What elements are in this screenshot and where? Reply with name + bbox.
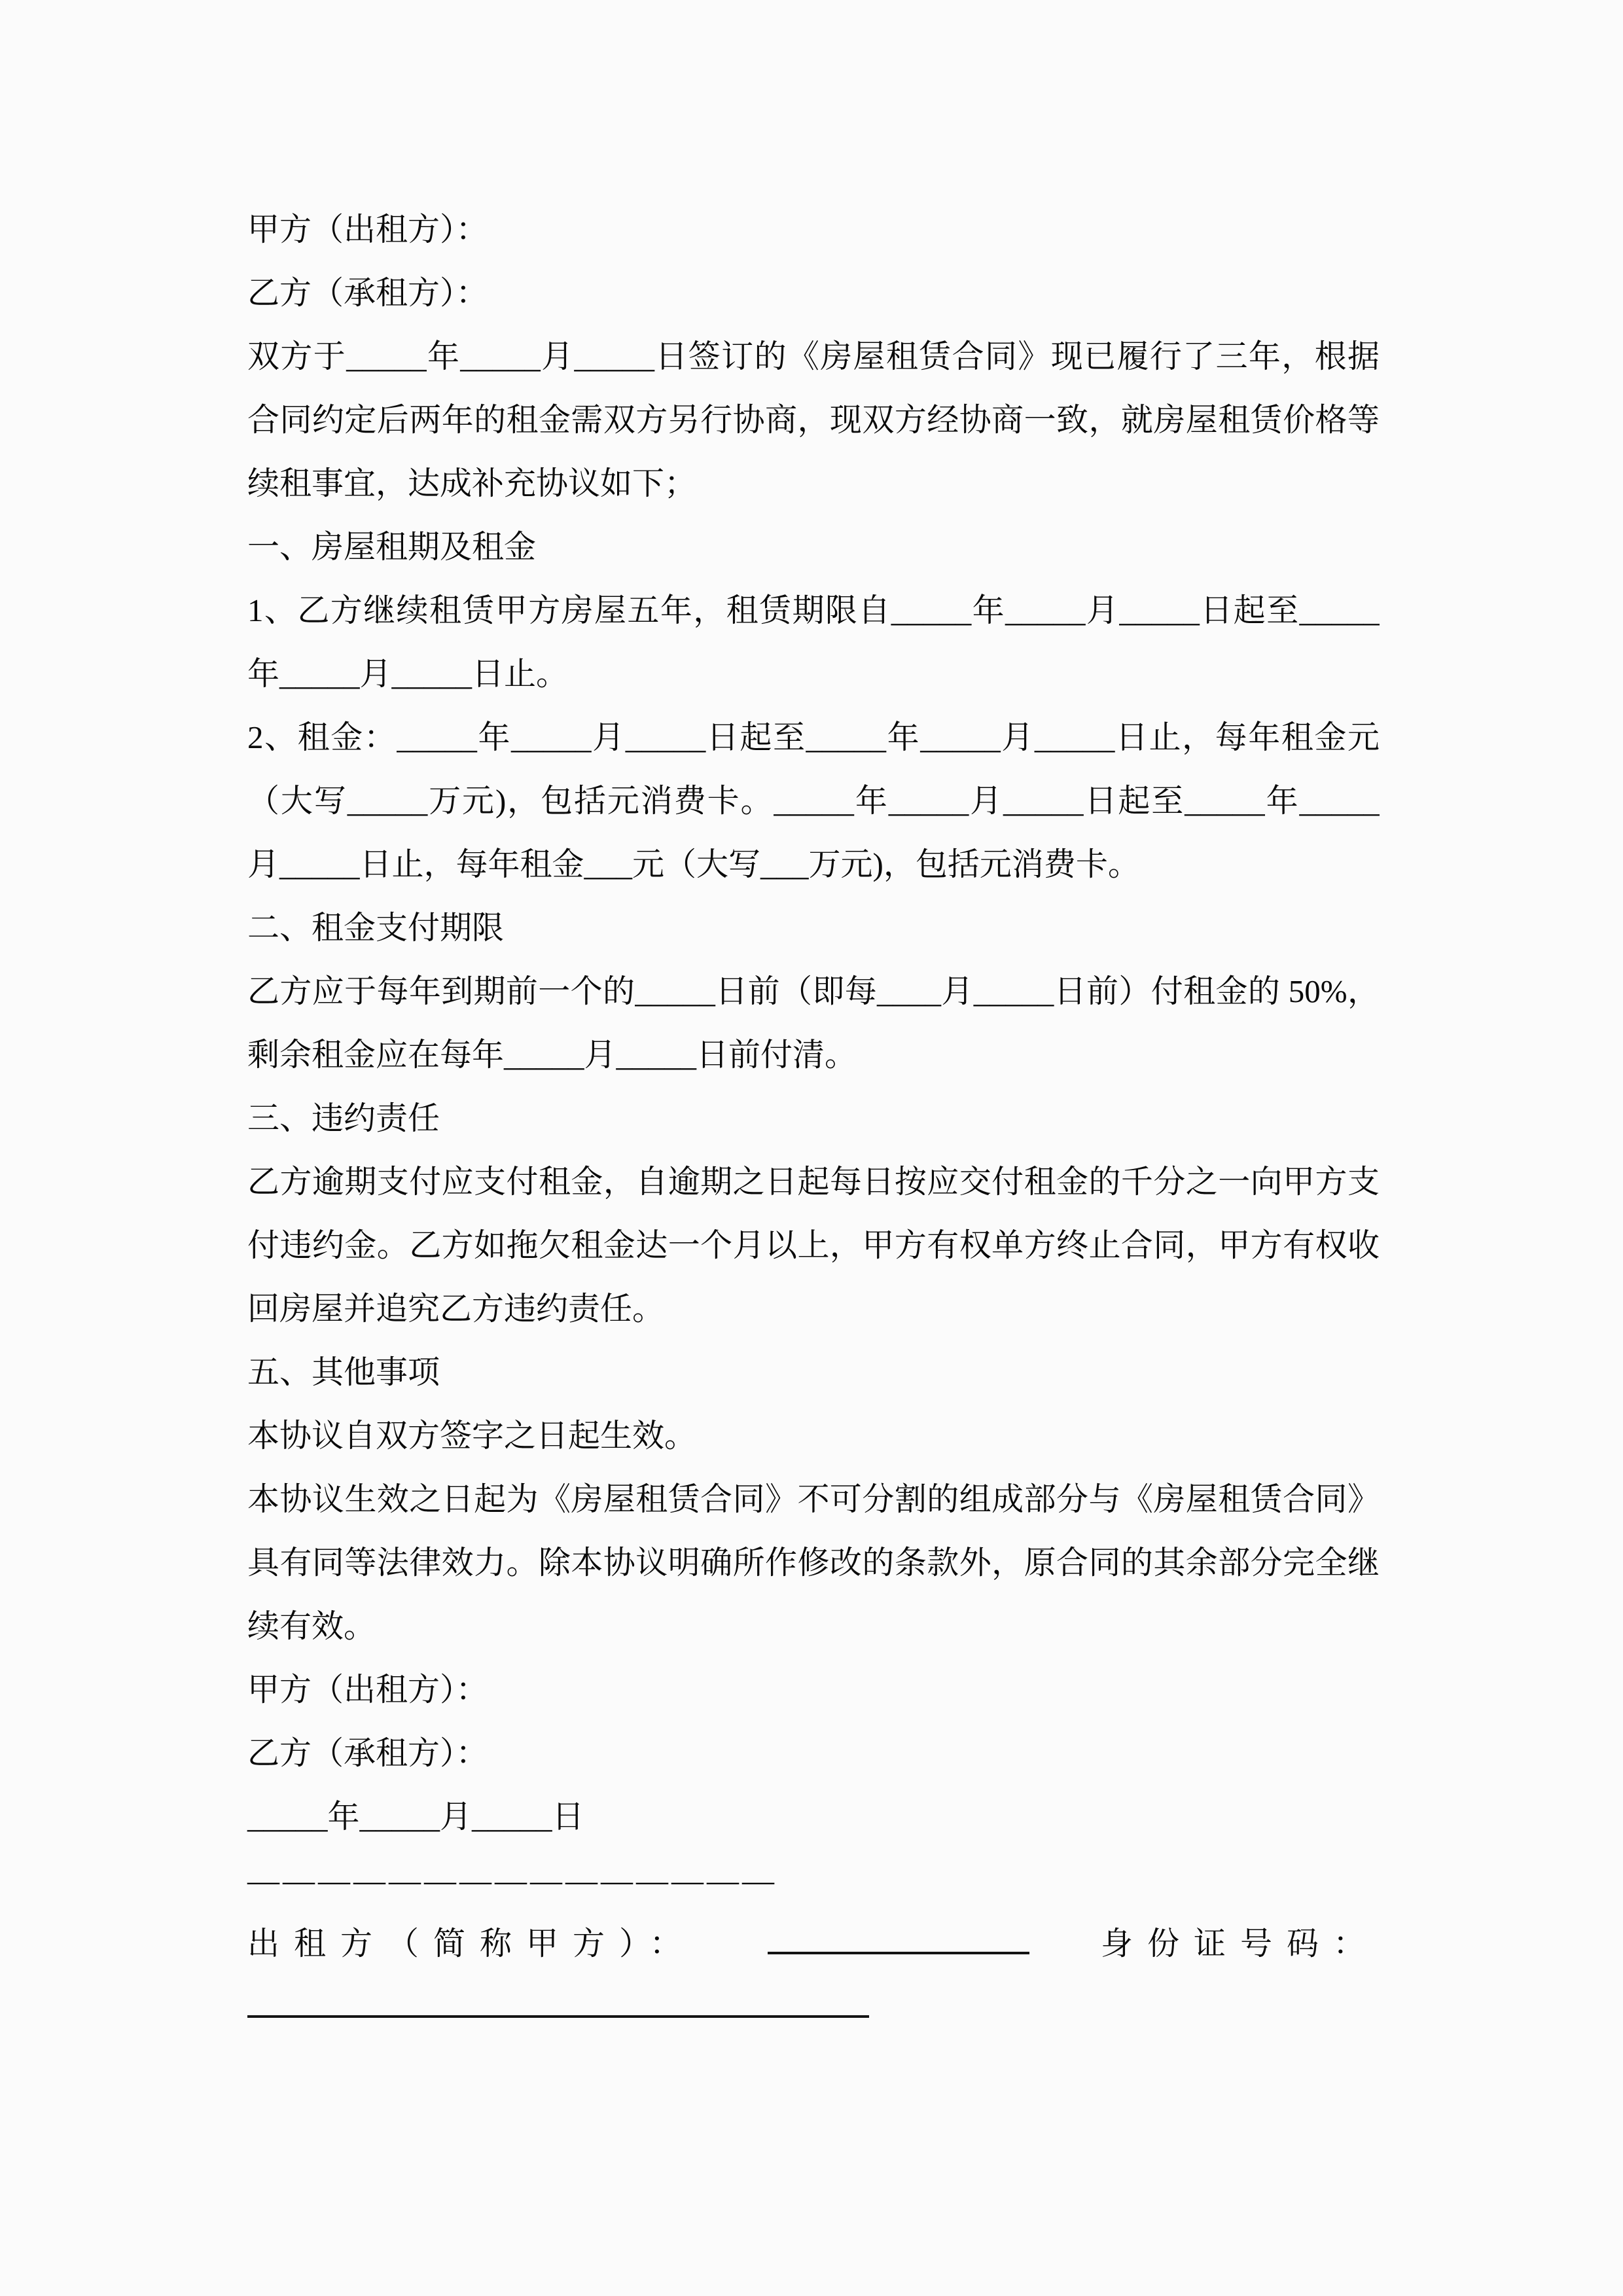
party-b-line: 乙方（承租方）：: [247, 275, 488, 311]
clause-2-line-1: 乙方应于每年到期前一个的_____日前（即每____月_____日前）付租金的 50%，: [247, 973, 1380, 1009]
id-number-blank-line: [247, 1975, 1380, 2039]
clause-1-2-line-1: 2、租金：_____年_____月_____日起至_____年_____月_____日止，每年租金元: [247, 719, 1380, 755]
signature-date-line: _____年_____月_____日: [247, 1799, 584, 1835]
section-2-heading: 二、租金支付期限: [247, 910, 505, 946]
clause-1-2-line-3: 月_____日止，每年租金___元（大写___万元)，包括元消费卡。: [247, 846, 1140, 882]
supplement-effect-line-2: 具有同等法律效力。除本协议明确所作修改的条款外，原合同的其余部分完全继: [247, 1545, 1380, 1581]
party-a-line: 甲方（出租方）：: [247, 211, 488, 247]
lessor-name-blank: [768, 1951, 1029, 1954]
clause-1-1-line-2: 年_____月_____日止。: [247, 656, 569, 692]
clause-3-line-2: 付违约金。乙方如拖欠租金达一个月以上，甲方有权单方终止合同，甲方有权收: [247, 1227, 1380, 1263]
id-number-blank: [247, 2015, 869, 2018]
lessor-label: 出租方（简称甲方）：: [247, 1926, 696, 1962]
section-3-heading: 三、违约责任: [247, 1100, 440, 1136]
lessor-id-line: [247, 1912, 1380, 1975]
supplement-effect-line-3: 续有效。: [247, 1608, 376, 1644]
intro-line-1: 双方于_____年_____月_____日签订的《房屋租赁合同》现已履行了三年，根据: [247, 338, 1380, 374]
intro-line-3: 续租事宜，达成补充协议如下；: [247, 465, 697, 501]
clause-1-1-line-1: 1、乙方继续租赁甲方房屋五年，租赁期限自_____年_____月_____日起至_____: [247, 592, 1380, 628]
signature-party-a-line: 甲方（出租方）：: [247, 1672, 488, 1708]
section-1-heading: 一、房屋租期及租金: [247, 529, 537, 565]
section-5-heading: 五、其他事项: [247, 1354, 440, 1390]
intro-line-2: 合同约定后两年的租金需双方另行协商，现双方经协商一致，就房屋租赁价格等: [247, 402, 1380, 438]
clause-2-line-2: 剩余租金应在每年_____月_____日前付清。: [247, 1037, 857, 1073]
contract-body: [247, 198, 1380, 2039]
clause-1-2-line-2: （大写_____万元)，包括元消费卡。_____年_____月_____日起至_____年_____: [247, 783, 1380, 819]
clause-3-line-3: 回房屋并追究乙方违约责任。: [247, 1291, 665, 1327]
clause-3-line-1: 乙方逾期支付应支付租金，自逾期之日起每日按应交付租金的千分之一向甲方支: [247, 1164, 1380, 1200]
signature-party-b-line: 乙方（承租方）：: [247, 1735, 488, 1771]
id-number-label: 身份证号码：: [1100, 1926, 1380, 1962]
effective-date-line: 本协议自双方签字之日起生效。: [247, 1418, 697, 1454]
supplement-effect-line-1: 本协议生效之日起为《房屋租赁合同》不可分割的组成部分与《房屋租赁合同》: [247, 1481, 1380, 1517]
separator-dash-line: ———————————————: [247, 1862, 777, 1898]
